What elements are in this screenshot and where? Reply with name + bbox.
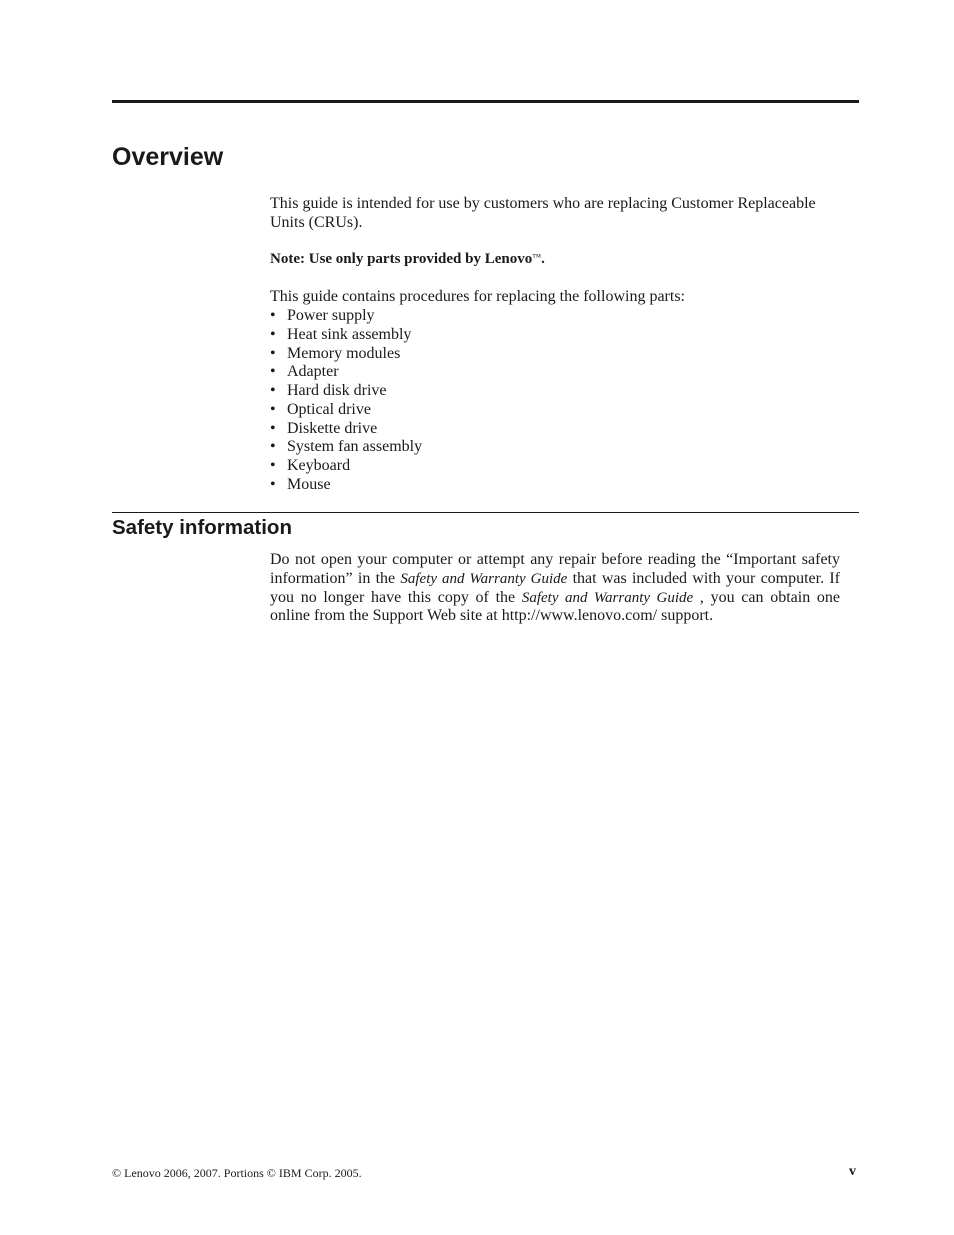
list-item [270, 457, 422, 476]
bullet: • [270, 419, 276, 437]
bullet: • [270, 457, 276, 474]
bullet: • [270, 382, 276, 399]
page-title: Overview [112, 143, 224, 171]
section-rule [112, 512, 859, 513]
list-item-label: Diskette drive [287, 419, 378, 437]
guide-title: Safety and Warranty Guide [400, 570, 568, 587]
list-item-label: Heat sink assembly [287, 325, 412, 343]
bullet: • [270, 325, 276, 343]
list-item [270, 438, 422, 457]
bullet: • [270, 307, 276, 324]
note-text: Note: Use only parts provided by Lenovo [270, 251, 533, 267]
bullet: • [270, 344, 276, 362]
list-item-label: System fan assembly [287, 438, 423, 456]
guide-title: Safety and Warranty Guide [521, 589, 694, 606]
bullet: • [270, 400, 276, 418]
note [270, 250, 845, 269]
list-item [270, 401, 422, 420]
list-item [270, 307, 422, 326]
list-item [270, 420, 422, 439]
page-number: v [849, 1164, 856, 1179]
safety-text: , you can obtain one online from the Support Web site at http://www.lenovo.com/ support. [270, 588, 840, 625]
parts-list [270, 307, 422, 495]
list-item-label: Memory modules [287, 344, 401, 362]
trademark-symbol: ™ [532, 252, 542, 262]
safety-paragraph [270, 551, 840, 626]
list-item-label: Hard disk drive [287, 382, 387, 399]
safety-text: that was included with your computer. If you no longer have this copy of the [270, 569, 841, 606]
list-item-label: Adapter [287, 363, 339, 381]
safety-text: Do not open your computer or attempt any repair before reading the “Important safety information” in the [270, 551, 840, 587]
list-item [270, 363, 422, 382]
note-period: . [541, 251, 545, 267]
list-item-label: Mouse [287, 475, 331, 493]
list-item [270, 382, 422, 401]
list-item [270, 326, 422, 345]
list-item-label: Power supply [287, 307, 375, 324]
list-item [270, 476, 422, 495]
bullet: • [270, 475, 276, 493]
list-item-label: Optical drive [287, 400, 371, 418]
copyright-footer: © Lenovo 2006, 2007. Portions © IBM Corp. 2005. [112, 1166, 362, 1180]
bullet: • [270, 363, 276, 381]
list-item [270, 345, 422, 364]
intro-paragraph: This guide is intended for use by customers who are replacing Customer Replaceable Units (CRUs). [270, 195, 816, 231]
bullet: • [270, 438, 276, 456]
parts-list-intro: This guide contains procedures for replacing the following parts: [270, 288, 685, 305]
section-title: Safety information [112, 516, 292, 539]
top-rule [112, 100, 859, 103]
list-item-label: Keyboard [287, 457, 351, 474]
